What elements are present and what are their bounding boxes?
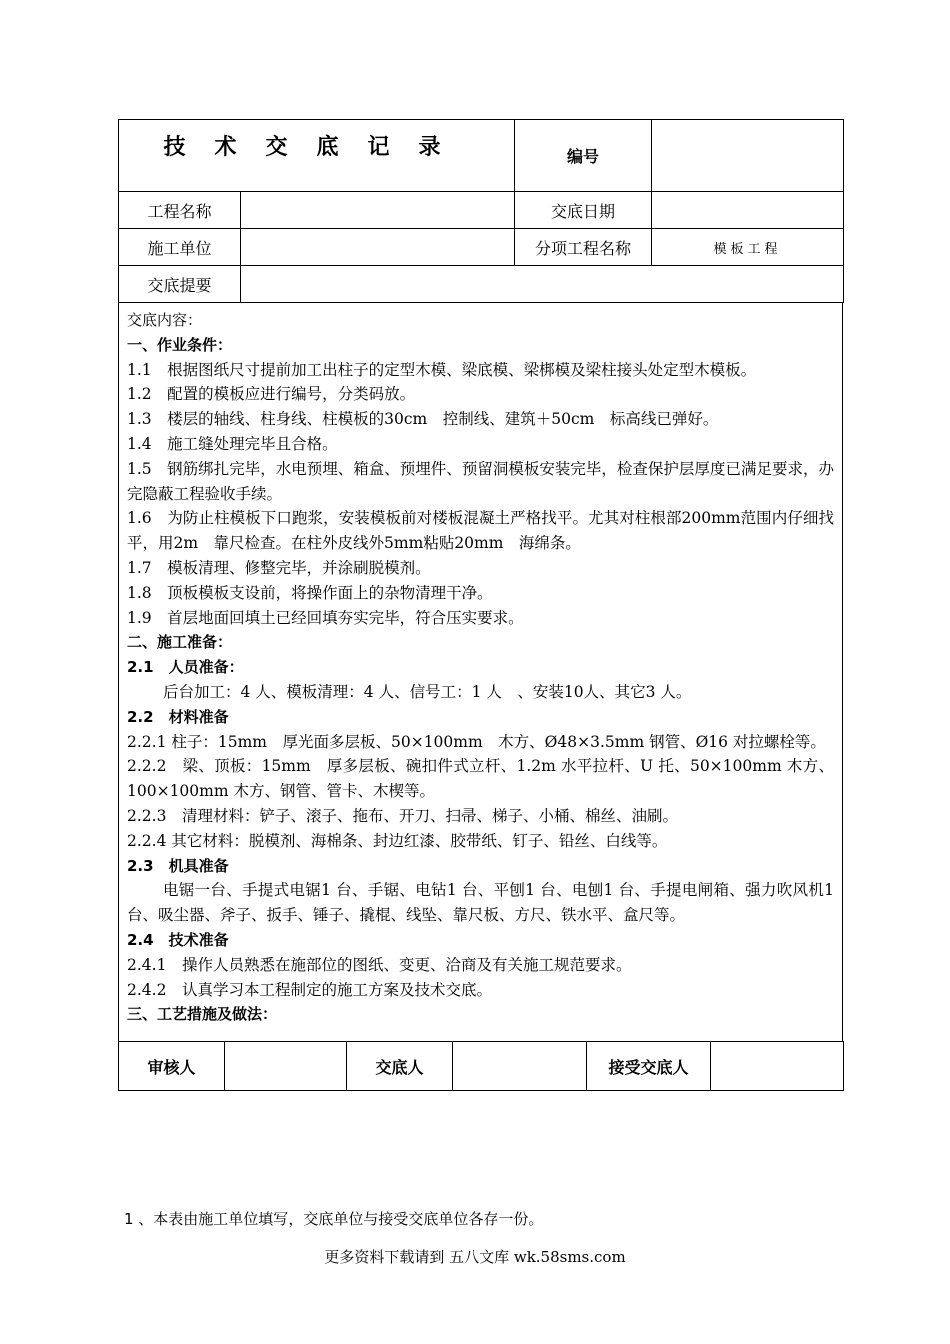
item-1-3: 1.3 楼层的轴线、柱身线、柱模板的30cm 控制线、建筑＋50cm 标高线已弹好。 (127, 410, 719, 429)
section-2-3-title: 2.3 机具准备 (127, 856, 229, 875)
reviewer-field[interactable] (225, 1042, 347, 1091)
section-3-title: 三、工艺措施及做法： (127, 1005, 278, 1024)
content-heading: 交底内容： (127, 311, 203, 329)
item-1-7: 1.7 模板清理、修整完毕，并涂刷脱模剂。 (127, 558, 431, 577)
reviewer-label: 审核人 (119, 1042, 225, 1091)
document-title: 技术交底记录 (119, 120, 515, 192)
header-table (118, 119, 844, 303)
presenter-label: 交底人 (347, 1042, 453, 1091)
section-2-4-title: 2.4 技术准备 (127, 930, 229, 949)
signature-table (118, 1041, 844, 1091)
receiver-label: 接受交底人 (587, 1042, 711, 1091)
item-2-4-1: 2.4.1 操作人员熟悉在施部位的图纸、变更、洽商及有关施工规范要求。 (127, 955, 632, 974)
item-2-2-2: 2.2.2 梁、顶板：15mm 厚多层板、碗扣件式立杆、1.2m 水平拉杆、U 托、50×100mm 木方、100×100mm 木方、钢管、管卡、木楔等。 (127, 757, 834, 801)
subitem-label: 分项工程名称 (515, 229, 652, 266)
section-1-title: 一、作业条件： (127, 335, 233, 354)
presenter-field[interactable] (453, 1042, 587, 1091)
item-1-8: 1.8 顶板模板支设前，将操作面上的杂物清理干净。 (127, 583, 493, 602)
form-note: 1 、本表由施工单位填写，交底单位与接受交底单位各存一份。 (124, 1210, 544, 1228)
number-field[interactable] (652, 120, 844, 192)
item-1-4: 1.4 施工缝处理完毕且合格。 (127, 434, 338, 453)
section-2-2-title: 2.2 材料准备 (127, 707, 229, 726)
item-1-1: 1.1 根据图纸尺寸提前加工出柱子的定型木模、梁底模、梁梆模及梁柱接头处定型木模板。 (127, 360, 757, 379)
record-sheet (118, 119, 843, 1091)
subitem-field[interactable]: 模板工程 (652, 229, 844, 266)
date-field[interactable] (652, 192, 844, 229)
footer-text: 更多资料下载请到 五八文库 wk.58sms.com (324, 1248, 626, 1266)
item-2-2-1: 2.2.1 柱子：15mm 厚光面多层板、50×100mm 木方、Ø48×3.5mm 钢管、Ø16 对拉螺栓等。 (127, 732, 826, 751)
item-1-2: 1.2 配置的模板应进行编号，分类码放。 (127, 385, 416, 404)
unit-label: 施工单位 (119, 229, 241, 266)
project-name-label: 工程名称 (119, 192, 241, 229)
item-2-1: 后台加工：4 人、模板清理：4 人、信号工：1 人 、安装10人、其它3 人。 (163, 682, 692, 701)
item-1-9: 1.9 首层地面回填土已经回填夯实完毕，符合压实要求。 (127, 608, 524, 627)
number-label: 编号 (515, 120, 652, 192)
section-2-title: 二、施工准备： (127, 633, 233, 652)
unit-field[interactable] (241, 229, 515, 266)
item-2-2-4: 2.2.4 其它材料：脱模剂、海棉条、封边红漆、胶带纸、钉子、铅丝、白线等。 (127, 831, 668, 850)
receiver-field[interactable] (711, 1042, 844, 1091)
date-label: 交底日期 (515, 192, 652, 229)
summary-field[interactable] (241, 266, 844, 303)
section-2-1-title: 2.1 人员准备： (127, 658, 244, 677)
item-1-5: 1.5 钢筋绑扎完毕，水电预埋、箱盒、预埋件、预留洞模板安装完毕，检查保护层厚度已满足要求，办完隐蔽工程验收手续。 (127, 459, 834, 503)
item-2-3: 电锯一台、手提式电锯1 台、手锯、电钻1 台、平刨1 台、电刨1 台、手提电闸箱、强力吹风机1 台、吸尘器、斧子、扳手、锤子、撬棍、线坠、靠尺板、方尺、铁水平、盒尺等。 (127, 881, 834, 925)
project-name-field[interactable] (241, 192, 515, 229)
content-body (118, 303, 843, 1041)
item-1-6: 1.6 为防止柱模板下口跑浆，安装模板前对楼板混凝土严格找平。尤其对柱根部200mm范围内仔细找平，用2m 靠尺检查。在柱外皮线外5mm粘贴20mm 海绵条。 (127, 509, 834, 553)
summary-label: 交底提要 (119, 266, 241, 303)
item-2-2-3: 2.2.3 清理材料：铲子、滚子、拖布、开刀、扫帚、梯子、小桶、棉丝、油刷。 (127, 806, 678, 825)
item-2-4-2: 2.4.2 认真学习本工程制定的施工方案及技术交底。 (127, 980, 492, 999)
